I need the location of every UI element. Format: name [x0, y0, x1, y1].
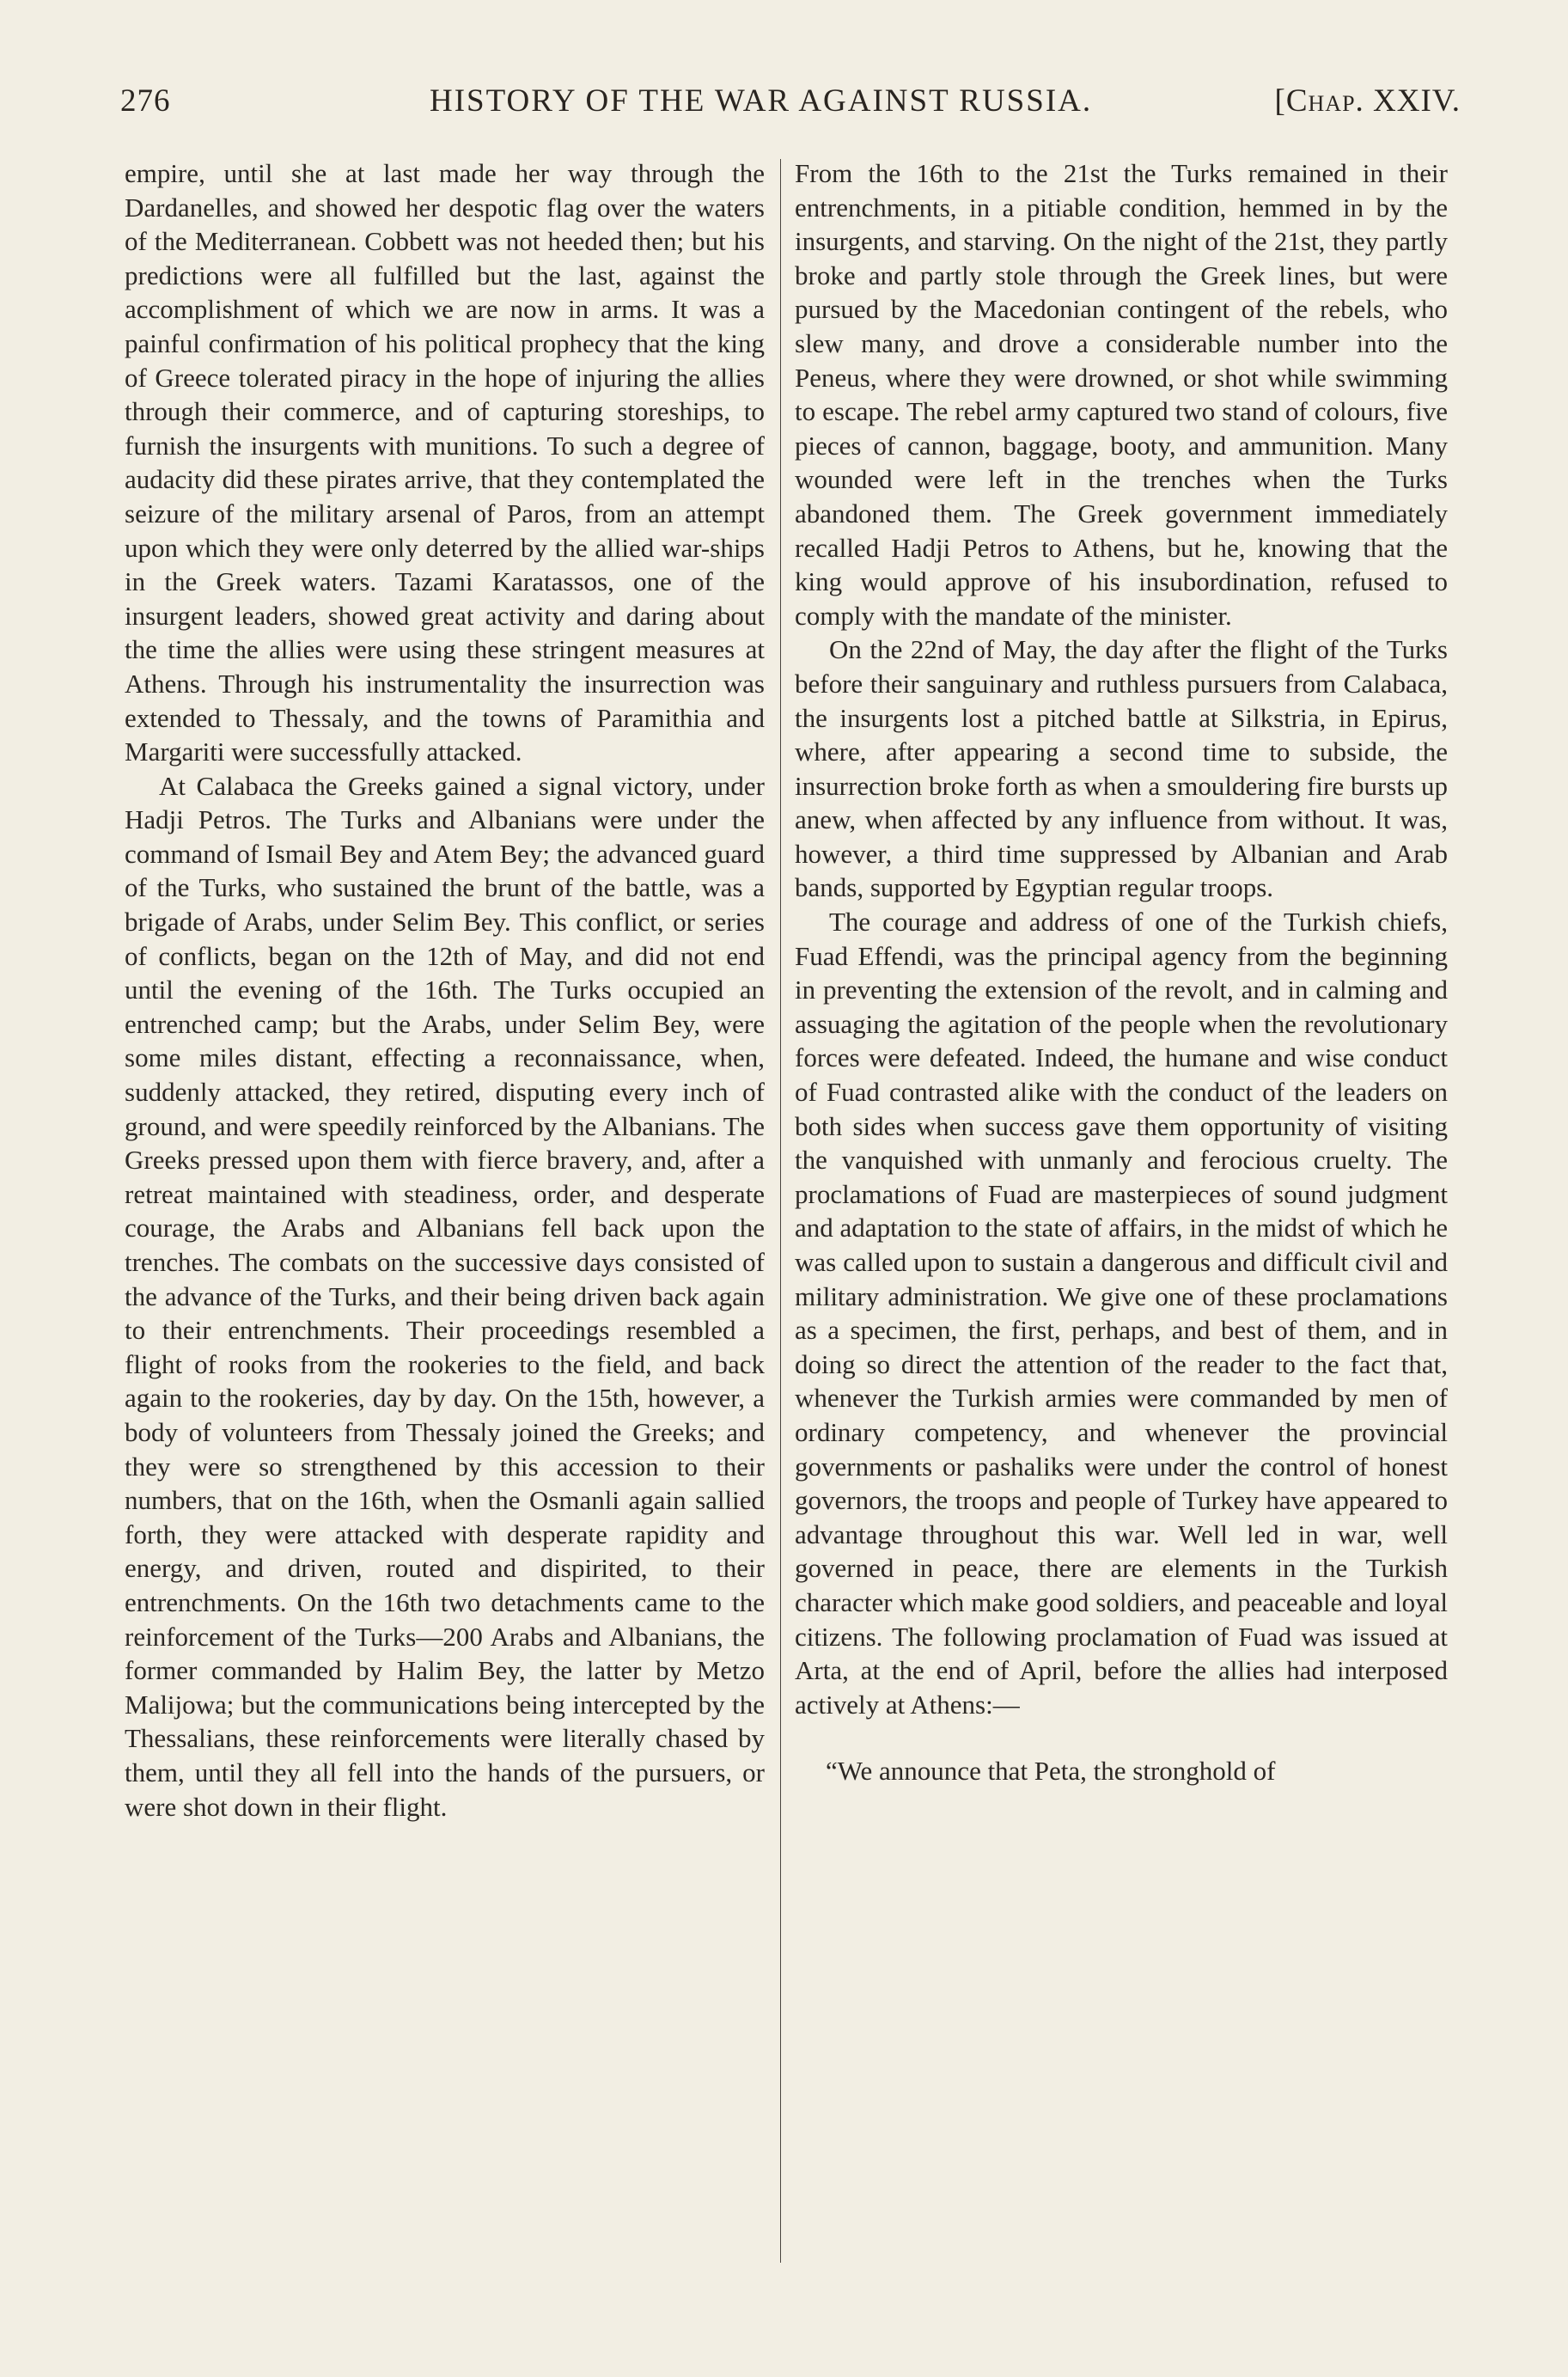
paragraph: empire, until she at last made her way through the Dardanelles, and showed her despotic flag over the waters of the Mediterranean. Cobbett was not heeded then; but his predictions were all fulfilled but the last, against the accomplishment of which we are now in arms. It was a painful confirmation of his political prophecy that the king of Greece tolerated piracy in the hope of injuring the allies through their commerce, and of capturing storeships, to furnish the insurgents with munitions. To such a degree of audacity did these pirates arrive, that they contemplated the seizure of the military arsenal of Paros, from an attempt upon which they were only deterred by the allied war-ships in the Greek waters. Tazami Karatassos, one of the insurgent leaders, showed great activity and daring about the time the allies were using these stringent measures at Athens. Through his instrumentality the insurrection was extended to Thessaly, and the towns of Paramithia and Margariti were successfully attacked. — [125, 158, 765, 767]
left-column — [125, 156, 765, 1824]
paragraph: The courage and address of one of the Turkish chiefs, Fuad Effendi, was the principal agency from the beginning in preventing the extension of the revolt, and in calming and assuaging the agitation of the people when the revolutionary forces were defeated. Indeed, the humane and wise conduct of Fuad contrasted alike with the conduct of the leaders on both sides when success gave them opportunity of visiting the vanquished with unmanly and ferocious cruelty. The proclamations of Fuad are masterpieces of sound judgment and adaptation to the state of affairs, in the midst of which he was called upon to sustain a dangerous and difficult civil and military administration. We give one of these proclamations as a specimen, the first, perhaps, and best of them, and in doing so direct the attention of the reader to the fact that, whenever the Turkish armies were commanded by men of ordinary competency, and whenever the provincial governments or pashaliks were under the control of honest governors, the troops and people of Turkey have appeared to advantage throughout this war. Well led in war, well governed in peace, there are elements in the Turkish character which make good soldiers, and peaceable and loyal citizens. The following proclamation of Fuad was issued at Arta, at the end of April, before the allies had interposed actively at Athens:— — [795, 907, 1448, 1720]
quotation-start: “We announce that Peta, the stronghold of — [826, 1756, 1276, 1787]
column-divider — [780, 159, 781, 2263]
paragraph: On the 22nd of May, the day after the flight of the Turks before their sanguinary and ruthless pursuers from Calabaca, the insurgents lost a pitched battle at Silkstria, in Epirus, where, after appearing a second time to subside, the insurrection broke forth as when a smouldering fire bursts up anew, when affected by any influence from without. It was, however, a third time suppressed by Albanian and Arab bands, supported by Egyptian regular troops. — [795, 634, 1448, 903]
chapter-label: [Chap. XXIV. — [1274, 83, 1461, 119]
paragraph: From the 16th to the 21st the Turks remained in their entrenchments, in a pitiable condition, hemmed in by the insurgents, and starving. On the night of the 21st, they partly broke and partly stole through the Greek lines, but were pursued by the Macedonian contingent of the rebels, who slew many, and drove a considerable number into the Peneus, where they were drowned, or shot while swimming to escape. The rebel army captured two stand of colours, five pieces of cannon, baggage, booty, and ammunition. Many wounded were left in the trenches when the Turks abandoned them. The Greek government immediately recalled Hadji Petros to Athens, but he, knowing that the king would approve of his insubordination, refused to comply with the mandate of the minister. — [795, 158, 1448, 631]
running-title: HISTORY OF THE WAR AGAINST RUSSIA. — [430, 83, 1093, 119]
paragraph: At Calabaca the Greeks gained a signal victory, under Hadji Petros. The Turks and Albanians were under the command of Ismail Bey and Atem Bey; the advanced guard of the Turks, who sustained the brunt of the battle, was a brigade of Arabs, under Selim Bey. This conflict, or series of conflicts, began on the 12th of May, and did not end until the evening of the 16th. The Turks occupied an entrenched camp; but the Arabs, under Selim Bey, were some miles distant, effecting a reconnaissance, when, suddenly attacked, they retired, disputing every inch of ground, and were speedily reinforced by the Albanians. The Greeks pressed upon them with fierce bravery, and, after a retreat maintained with steadiness, order, and desperate courage, the Arabs and Albanians fell back upon the trenches. The combats on the successive days consisted of the advance of the Turks, and their being driven back again to their entrenchments. Their proceedings resembled a flight of rooks from the rookeries to the field, and back again to the rookeries, day by day. On the 15th, however, a body of volunteers from Thessaly joined the Greeks; and they were so strengthened by this accession to their numbers, that on the 16th, when the Osmanli again sallied forth, they were attacked with desperate rapidity and energy, and driven, routed and dispirited, to their entrenchments. On the 16th two detachments came to the reinforcement of the Turks—200 Arabs and Albanians, the former commanded by Halim Bey, the latter by Metzo Malijowa; but the communications being intercepted by the Thessalians, these reinforcements were literally chased by them, until they all fell into the hands of the pursuers, or were shot down in their flight. — [125, 770, 765, 1822]
page-header — [120, 82, 1461, 125]
right-column — [795, 156, 1448, 1788]
page-number: 276 — [120, 83, 171, 119]
